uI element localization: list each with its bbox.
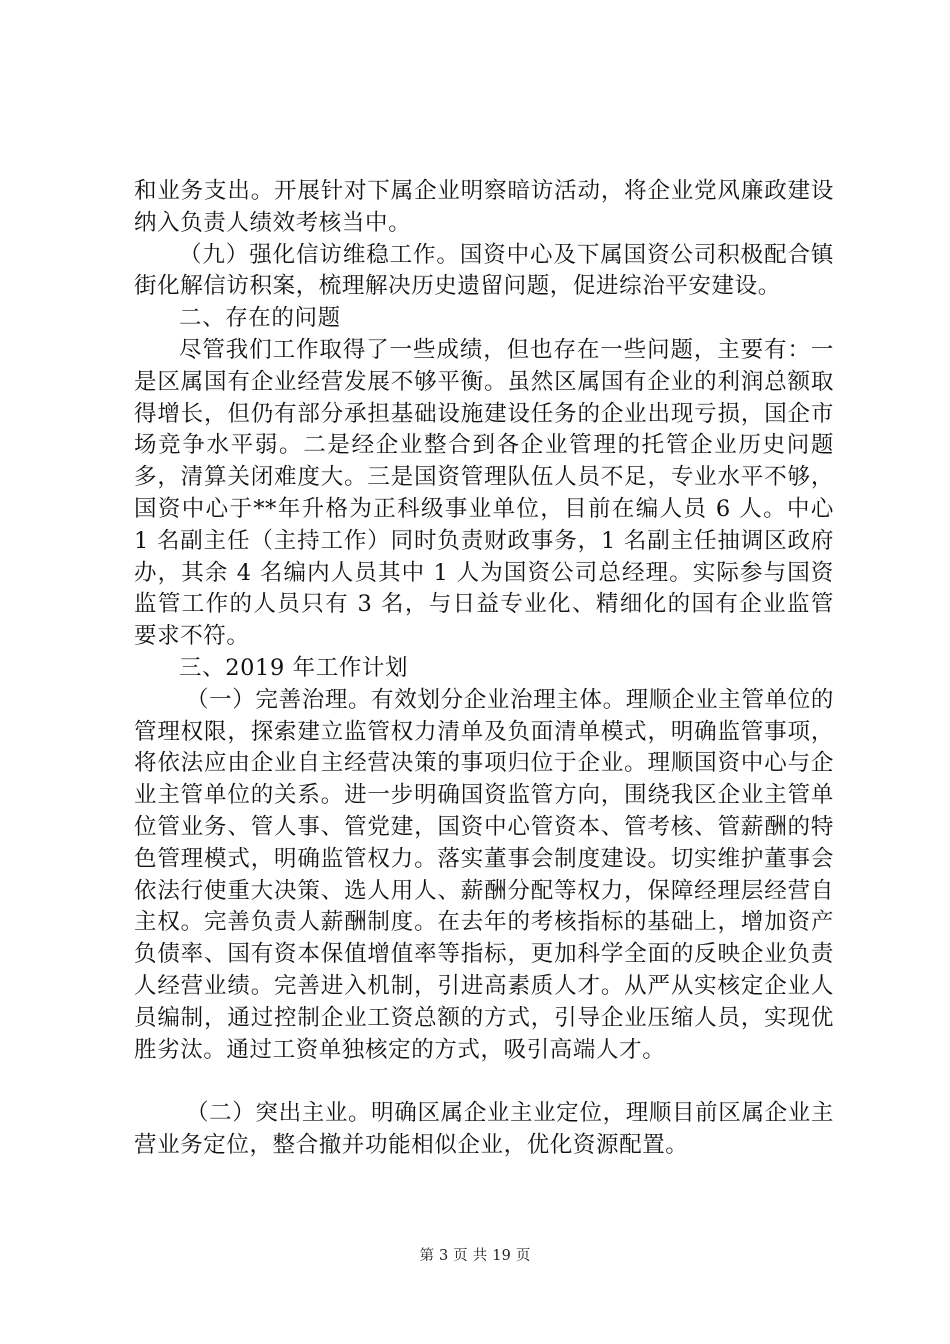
page-footer: 第 3 页 共 19 页 <box>419 1248 531 1264</box>
paragraph-continuation: 和业务支出。开展针对下属企业明察暗访活动，将企业党风廉政建设纳入负责人绩效考核当中。 <box>134 178 834 236</box>
section-heading-plan: 三、2019 年工作计划 <box>179 654 409 681</box>
paragraph-plan-item-2: （二）突出主业。明确区属企业主业定位，理顺目前区属企业主营业务定位，整合撤并功能相似企业，优化资源配置。 <box>134 1100 834 1158</box>
paragraph-problems: 尽管我们工作取得了一些成绩，但也存在一些问题，主要有：一是区属国有企业经营发展不够平衡。虽然区属国有企业的利润总额取得增长，但仍有部分承担基础设施建设任务的企业出现亏损，国企市场竞争水平弱。二是经企业整合到各企业管理的托管企业历史问题多，清算关闭难度大。三是国资管理队伍人员不足，专业水平不够，国资中心于**年升格为正科级事业单位，目前在编人员 6 人。中心 1 名副主任（主持工作）同时负责财政事务，1 名副主任抽调区政府办，其余 4 名编内人员其中 1 人为国资公司总经理。实际参与国资监管工作的人员只有 3 名，与日益专业化、精细化的国有企业监管要求不符。 <box>134 336 834 650</box>
paragraph-plan-item-1: （一）完善治理。有效划分企业治理主体。理顺企业主管单位的管理权限，探索建立监管权力清单及负面清单模式，明确监管事项，将依法应由企业自主经营决策的事项归位于企业。理顺国资中心与企业主管单位的关系。进一步明确国资监管方向，围绕我区企业主管单位管业务、管人事、管党建，国资中心管资本、管考核、管薪酬的特色管理模式，明确监管权力。落实董事会制度建设。切实维护董事会依法行使重大决策、选人用人、薪酬分配等权力，保障经理层经营自主权。完善负责人薪酬制度。在去年的考核指标的基础上，增加资产负债率、国有资本保值增值率等指标，更加科学全面的反映企业负责人经营业绩。完善进入机制，引进高素质人才。从严从实核定企业人员编制，通过控制企业工资总额的方式，引导企业压缩人员，实现优胜劣汰。通过工资单独核定的方式，吸引高端人才。 <box>134 686 834 1063</box>
document-body <box>134 176 834 1162</box>
section-heading-problems: 二、存在的问题 <box>179 305 341 332</box>
paragraph-item-9: （九）强化信访维稳工作。国资中心及下属国资公司积极配合镇街化解信访积案，梳理解决历史遗留问题，促进综治平安建设。 <box>134 241 834 300</box>
